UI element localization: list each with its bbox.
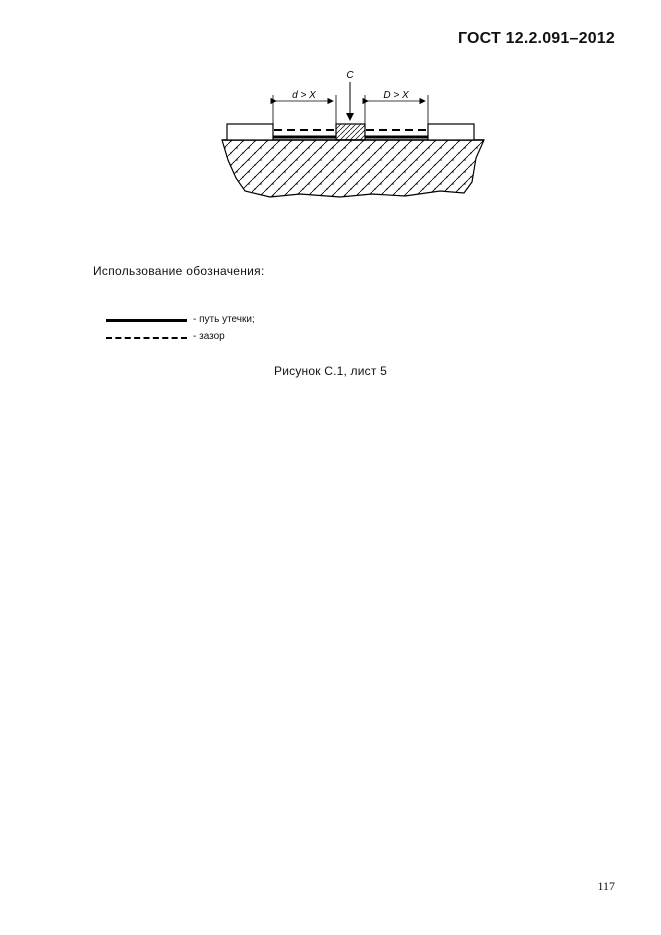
center-element [336, 124, 365, 140]
label-D: D > X [383, 90, 409, 101]
ground-body [222, 140, 484, 197]
legend-dashed-line [106, 337, 187, 339]
label-c: C [346, 70, 354, 81]
figure-diagram [0, 0, 661, 260]
figure-caption: Рисунок С.1, лист 5 [274, 364, 387, 378]
legend-solid-label: - путь утечки; [193, 314, 255, 325]
right-plate [428, 124, 474, 140]
usage-title: Использование обозначения: [93, 264, 265, 278]
left-plate [227, 124, 273, 140]
page-number: 117 [597, 879, 615, 893]
legend-solid-line [106, 319, 187, 322]
document-code: ГОСТ 12.2.091–2012 [457, 30, 615, 47]
legend-dashed-label: - зазор [193, 331, 225, 342]
label-d: d > X [292, 90, 316, 101]
